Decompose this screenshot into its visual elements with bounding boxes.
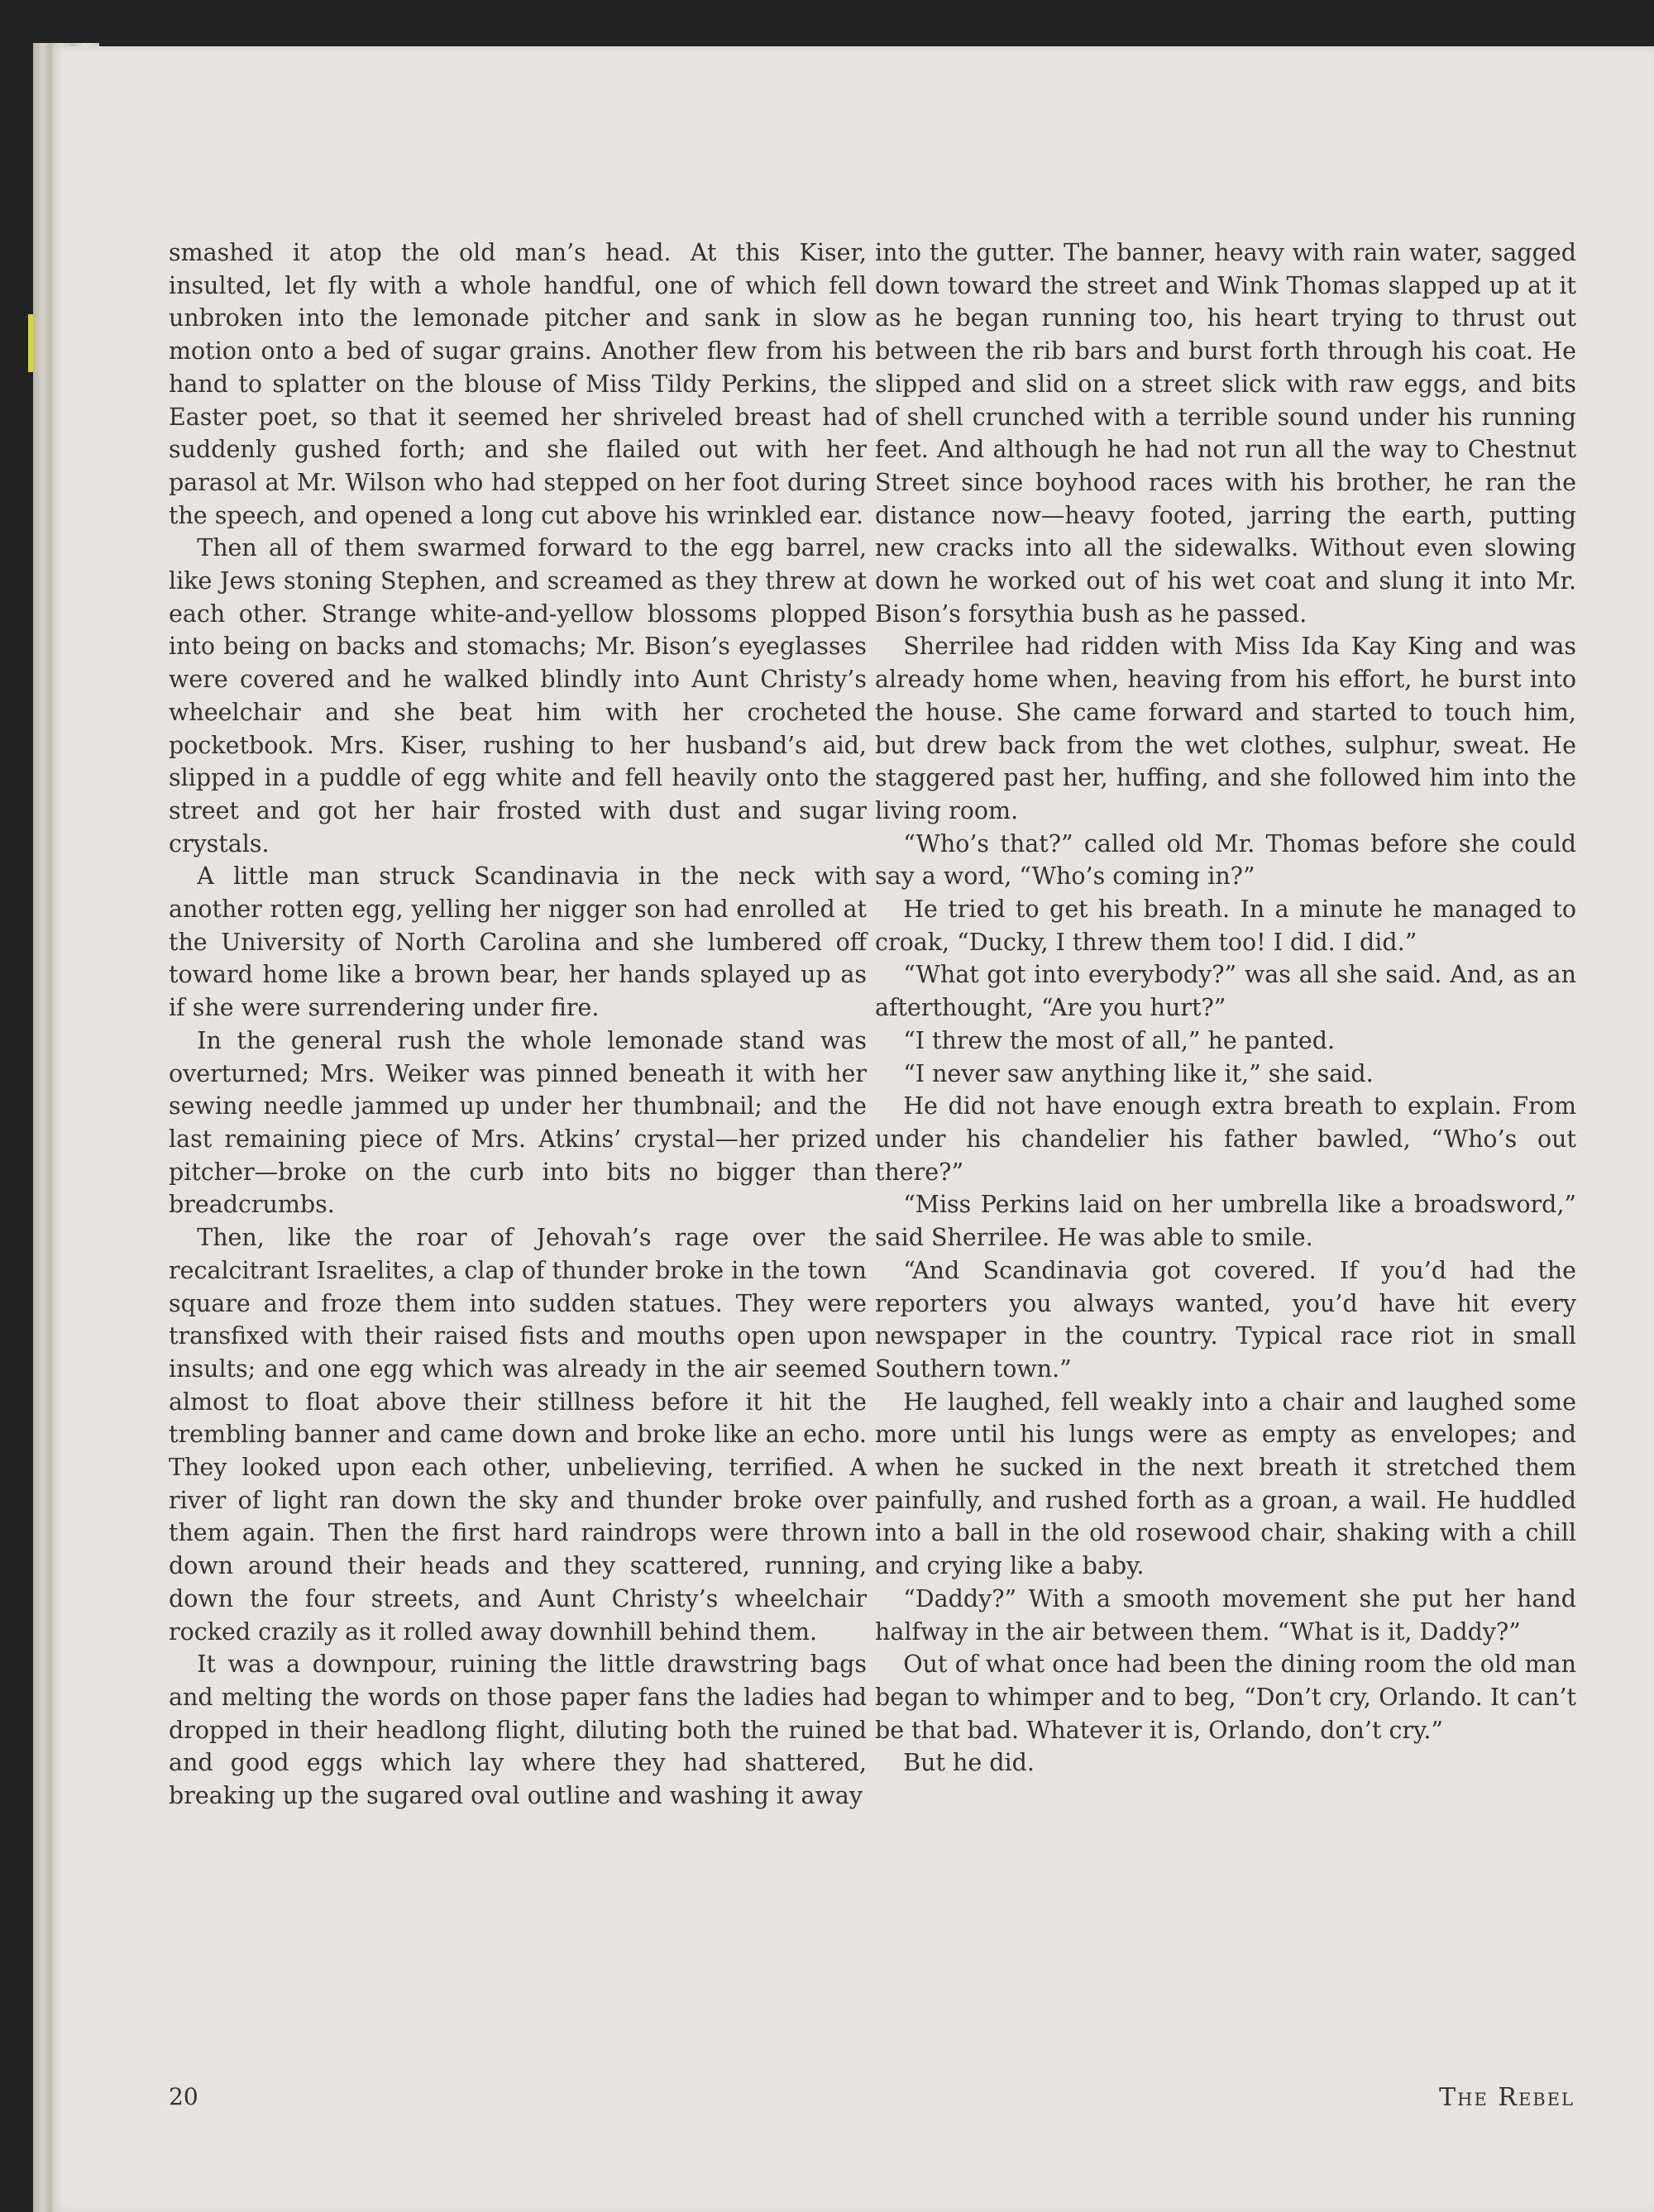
left-column	[169, 236, 867, 1813]
paragraph: He laughed, fell weakly into a chair and laughed some more until his lungs were as empty as envelopes; and when he sucked in the next breath it stretched them painfully, and rushed forth as a groan, a wail. He huddled into a ball in the old rosewood chair, shaking with a chill and crying like a baby.	[875, 1388, 1576, 1580]
paragraph: “Who’s that?” called old Mr. Thomas before she could say a word, “Who’s coming in?”	[875, 829, 1576, 891]
paragraph: “I never saw anything like it,” she said.	[903, 1059, 1374, 1087]
running-title: The Rebel	[1439, 2083, 1575, 2112]
paragraph: “And Scandinavia got covered. If you’d had the reporters you always wanted, you’d have hit every newspaper in the country. Typical race riot in small Southern town.”	[875, 1256, 1576, 1383]
paragraph: Then, like the roar of Jehovah’s rage over the recalcitrant Israelites, a clap of thunder broke in the town square and froze them into sudden statues. They were transfixed with their raised fists and mouths open upon insults; and one egg which was already in the air seemed almost to float above their stillness before it hit the trembling banner and came down and broke like an echo. They looked upon each other, unbelieving, terrified. A river of light ran down the sky and thunder broke over them again. Then the first hard raindrops were thrown down around their heads and they scattered, running, down the four streets, and Aunt Christy’s wheelchair rocked crazily as it rolled away downhill behind them.	[169, 1224, 867, 1646]
paragraph: smashed it atop the old man’s head. At this Kiser, insulted, let fly with a whole handful, one of which fell unbroken into the lemonade pitcher and sank in slow motion onto a bed of sugar grains. Another flew from his hand to splatter on the blouse of Miss Tildy Perkins, the Easter poet, so that it seemed her shriveled breast had suddenly gushed forth; and she flailed out with her parasol at Mr. Wilson who had stepped on her foot during the speech, and opened a long cut above his wrinkled ear.	[169, 239, 867, 529]
paragraph: “What got into everybody?” was all she said. And, as an afterthought, “Are you hurt?”	[875, 961, 1576, 1022]
paragraph: A little man struck Scandinavia in the neck with another rotten egg, yelling her nigger son had enrolled at the University of North Carolina and she lumbered off toward home like a brown bear, her hands splayed up as if she were surrendering under fire.	[169, 862, 867, 1022]
page-tab-marker	[28, 314, 33, 372]
page	[53, 46, 1654, 2212]
paragraph: Out of what once had been the dining room the old man began to whimper and to beg, “Don’t cry, Orlando. It can’t be that bad. Whatever it is, Orlando, don’t cry.”	[875, 1651, 1576, 1744]
page-number: 20	[169, 2083, 198, 2110]
paragraph: Sherrilee had ridden with Miss Ida Kay King and was already home when, heaving from his effort, he burst into the house. She came forward and started to touch him, but drew back from the wet clothes, sulphur, sweat. He staggered past her, huffing, and she followed him into the living room.	[875, 633, 1576, 824]
paragraph: He did not have enough extra breath to explain. From under his chandelier his father bawled, “Who’s out there?”	[875, 1092, 1576, 1186]
paragraph: “Miss Perkins laid on her umbrella like a broadsword,” said Sherrilee. He was able to smile.	[875, 1191, 1576, 1252]
paragraph: “Daddy?” With a smooth movement she put her hand halfway in the air between them. “What is it, Daddy?”	[875, 1584, 1576, 1646]
paragraph: It was a downpour, ruining the little drawstring bags and melting the words on those paper fans the ladies had dropped in their headlong flight, diluting both the ruined and good eggs which lay where they had shattered, breaking up the sugared oval outline and washing it away	[169, 1651, 867, 1810]
paragraph: into the gutter. The banner, heavy with rain water, sagged down toward the street and Wink Thomas slapped up at it as he began running too, his heart trying to thrust out between the rib bars and burst forth through his coat. He slipped and slid on a street slick with raw eggs, and bits of shell crunched with a terrible sound under his running feet. And although he had not run all the way to Chestnut Street since boyhood races with his brother, he ran the distance now—heavy footed, jarring the earth, putting new cracks into all the sidewalks. Without even slowing down he worked out of his wet coat and slung it into Mr. Bison’s forsythia bush as he passed.	[875, 239, 1576, 628]
paragraph: Then all of them swarmed forward to the egg barrel, like Jews stoning Stephen, and screamed as they threw at each other. Strange white-and-yellow blossoms plopped into being on backs and stomachs; Mr. Bison’s eyeglasses were covered and he walked blindly into Aunt Christy’s wheelchair and she beat him with her crocheted pocketbook. Mrs. Kiser, rushing to her husband’s aid, slipped in a puddle of egg white and fell heavily onto the street and got her hair frosted with dust and sugar crystals.	[169, 534, 867, 858]
paragraph: “I threw the most of all,” he panted.	[903, 1026, 1336, 1054]
paragraph: But he did.	[903, 1749, 1035, 1777]
right-column	[875, 236, 1576, 1780]
paragraph: He tried to get his breath. In a minute he managed to croak, “Ducky, I threw them too! I did. I did.”	[875, 896, 1576, 956]
paragraph: In the general rush the whole lemonade stand was overturned; Mrs. Weiker was pinned beneath it with her sewing needle jammed up under her thumbnail; and the last remaining piece of Mrs. Atkins’ crystal—her prized pitcher—broke on the curb into bits no bigger than breadcrumbs.	[169, 1026, 867, 1219]
